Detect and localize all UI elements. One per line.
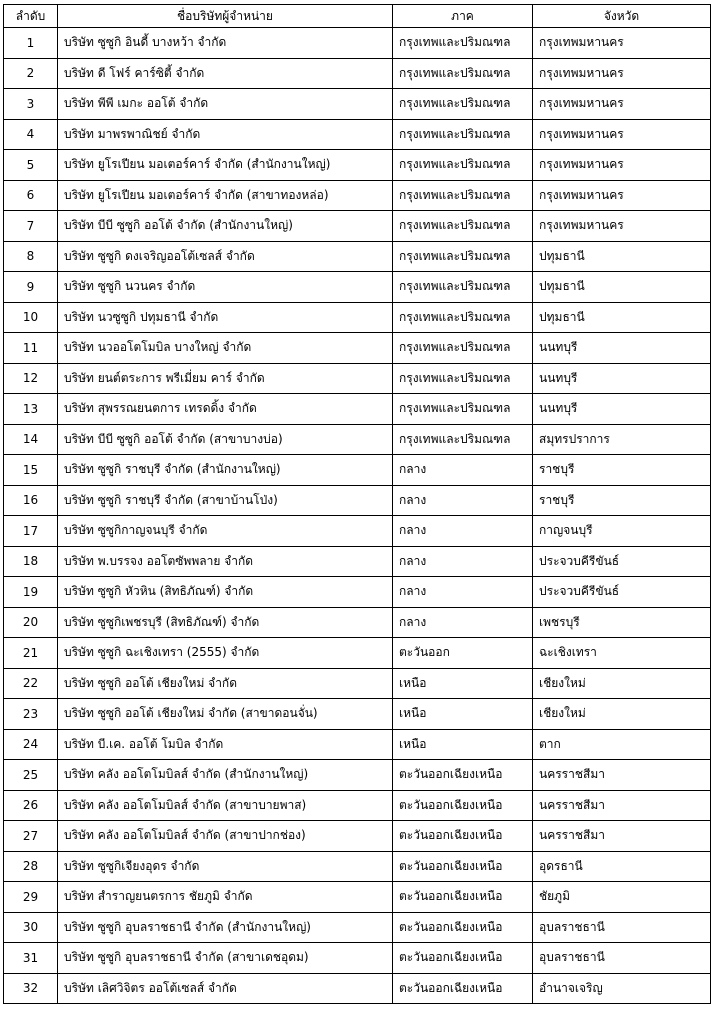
table-row — [4, 394, 711, 425]
cell-dealer-name: บริษัท สุพรรณยนตการ เทรดดิ้ง จำกัด — [58, 394, 393, 425]
cell-order: 22 — [4, 668, 58, 699]
cell-region: กลาง — [393, 516, 533, 547]
table-row — [4, 302, 711, 333]
dealer-table-container — [3, 4, 711, 1004]
cell-province: กรุงเทพมหานคร — [533, 180, 711, 211]
cell-order: 12 — [4, 363, 58, 394]
cell-province: นครราชสีมา — [533, 790, 711, 821]
cell-region: กลาง — [393, 546, 533, 577]
table-row — [4, 668, 711, 699]
cell-dealer-name: บริษัท ซูซูกิกาญจนบุรี จำกัด — [58, 516, 393, 547]
table-row — [4, 363, 711, 394]
cell-order: 17 — [4, 516, 58, 547]
cell-order: 3 — [4, 89, 58, 120]
cell-region: กรุงเทพและปริมณฑล — [393, 241, 533, 272]
cell-province: ปทุมธานี — [533, 272, 711, 303]
table-row — [4, 882, 711, 913]
cell-region: กลาง — [393, 455, 533, 486]
cell-order: 6 — [4, 180, 58, 211]
cell-province: ราชบุรี — [533, 455, 711, 486]
cell-dealer-name: บริษัท คลัง ออโตโมบิลส์ จำกัด (สาขาปากช่อง) — [58, 821, 393, 852]
cell-dealer-name: บริษัท พ.บรรจง ออโตซัพพลาย จำกัด — [58, 546, 393, 577]
cell-dealer-name: บริษัท ซูซูกิ ดงเจริญออโต้เซลส์ จำกัด — [58, 241, 393, 272]
table-row — [4, 516, 711, 547]
cell-region: กรุงเทพและปริมณฑล — [393, 58, 533, 89]
cell-order: 26 — [4, 790, 58, 821]
cell-province: เพชรบุรี — [533, 607, 711, 638]
cell-order: 20 — [4, 607, 58, 638]
cell-dealer-name: บริษัท ดี โฟร์ คาร์ซิตี้ จำกัด — [58, 58, 393, 89]
cell-region: กลาง — [393, 607, 533, 638]
table-body — [4, 28, 711, 1004]
table-row — [4, 851, 711, 882]
cell-dealer-name: บริษัท ยนต์ตระการ พรีเมี่ยม คาร์ จำกัด — [58, 363, 393, 394]
cell-province: ชัยภูมิ — [533, 882, 711, 913]
cell-dealer-name: บริษัท บี.เค. ออโต้ โมบิล จำกัด — [58, 729, 393, 760]
cell-order: 2 — [4, 58, 58, 89]
cell-dealer-name: บริษัท ยูโรเปียน มอเตอร์คาร์ จำกัด (สาขาทองหล่อ) — [58, 180, 393, 211]
cell-region: กรุงเทพและปริมณฑล — [393, 28, 533, 59]
cell-order: 13 — [4, 394, 58, 425]
table-row — [4, 943, 711, 974]
cell-province: ตาก — [533, 729, 711, 760]
cell-province: กรุงเทพมหานคร — [533, 58, 711, 89]
cell-region: ตะวันออกเฉียงเหนือ — [393, 821, 533, 852]
cell-order: 15 — [4, 455, 58, 486]
cell-region: กลาง — [393, 577, 533, 608]
table-row — [4, 760, 711, 791]
cell-order: 8 — [4, 241, 58, 272]
table-row — [4, 211, 711, 242]
cell-province: นนทบุรี — [533, 333, 711, 364]
cell-region: กรุงเทพและปริมณฑล — [393, 394, 533, 425]
cell-order: 27 — [4, 821, 58, 852]
cell-province: อุบลราชธานี — [533, 943, 711, 974]
cell-region: ตะวันออกเฉียงเหนือ — [393, 851, 533, 882]
cell-dealer-name: บริษัท สำราญยนตรการ ชัยภูมิ จำกัด — [58, 882, 393, 913]
cell-region: กรุงเทพและปริมณฑล — [393, 89, 533, 120]
cell-order: 1 — [4, 28, 58, 59]
cell-region: ตะวันออกเฉียงเหนือ — [393, 790, 533, 821]
table-row — [4, 241, 711, 272]
header-order: ลำดับ — [4, 5, 58, 28]
cell-province: นนทบุรี — [533, 363, 711, 394]
table-header — [4, 5, 711, 28]
cell-order: 5 — [4, 150, 58, 181]
cell-region: ตะวันออกเฉียงเหนือ — [393, 882, 533, 913]
cell-dealer-name: บริษัท นวซูซูกิ ปทุมธานี จำกัด — [58, 302, 393, 333]
cell-region: ตะวันออกเฉียงเหนือ — [393, 943, 533, 974]
cell-region: เหนือ — [393, 699, 533, 730]
cell-province: อุบลราชธานี — [533, 912, 711, 943]
cell-dealer-name: บริษัท ซูซูกิ ฉะเชิงเทรา (2555) จำกัด — [58, 638, 393, 669]
cell-dealer-name: บริษัท ซูซูกิ ราชบุรี จำกัด (สาขาบ้านโป่ง) — [58, 485, 393, 516]
table-row — [4, 821, 711, 852]
cell-order: 28 — [4, 851, 58, 882]
cell-dealer-name: บริษัท ยูโรเปียน มอเตอร์คาร์ จำกัด (สำนักงานใหญ่) — [58, 150, 393, 181]
cell-dealer-name: บริษัท ซูซูกิ อุบลราชธานี จำกัด (สำนักงานใหญ่) — [58, 912, 393, 943]
cell-region: กรุงเทพและปริมณฑล — [393, 119, 533, 150]
table-row — [4, 150, 711, 181]
cell-region: ตะวันออกเฉียงเหนือ — [393, 973, 533, 1004]
cell-province: อุดรธานี — [533, 851, 711, 882]
header-row — [4, 5, 711, 28]
cell-dealer-name: บริษัท บีบี ซูซูกิ ออโต้ จำกัด (สำนักงานใหญ่) — [58, 211, 393, 242]
cell-region: กรุงเทพและปริมณฑล — [393, 302, 533, 333]
cell-dealer-name: บริษัท คลัง ออโตโมบิลส์ จำกัด (สำนักงานใหญ่) — [58, 760, 393, 791]
cell-region: เหนือ — [393, 668, 533, 699]
cell-region: ตะวันออกเฉียงเหนือ — [393, 760, 533, 791]
cell-order: 14 — [4, 424, 58, 455]
cell-region: กลาง — [393, 485, 533, 516]
cell-dealer-name: บริษัท มาพรพาณิชย์ จำกัด — [58, 119, 393, 150]
header-region: ภาค — [393, 5, 533, 28]
cell-province: กรุงเทพมหานคร — [533, 150, 711, 181]
table-row — [4, 58, 711, 89]
table-row — [4, 485, 711, 516]
cell-region: กรุงเทพและปริมณฑล — [393, 363, 533, 394]
cell-region: กรุงเทพและปริมณฑล — [393, 333, 533, 364]
cell-dealer-name: บริษัท พีพี เมกะ ออโต้ จำกัด — [58, 89, 393, 120]
cell-order: 29 — [4, 882, 58, 913]
cell-order: 32 — [4, 973, 58, 1004]
cell-region: เหนือ — [393, 729, 533, 760]
cell-province: ประจวบคีรีขันธ์ — [533, 577, 711, 608]
cell-dealer-name: บริษัท ซูซูกิ หัวหิน (สิทธิภัณฑ์) จำกัด — [58, 577, 393, 608]
cell-province: ประจวบคีรีขันธ์ — [533, 546, 711, 577]
cell-province: นครราชสีมา — [533, 821, 711, 852]
cell-province: กรุงเทพมหานคร — [533, 211, 711, 242]
cell-dealer-name: บริษัท ซูซูกิ ราชบุรี จำกัด (สำนักงานใหญ่) — [58, 455, 393, 486]
table-row — [4, 424, 711, 455]
table-row — [4, 699, 711, 730]
cell-order: 23 — [4, 699, 58, 730]
cell-order: 11 — [4, 333, 58, 364]
cell-order: 7 — [4, 211, 58, 242]
cell-dealer-name: บริษัท เลิศวิจิตร ออโต้เซลส์ จำกัด — [58, 973, 393, 1004]
cell-region: ตะวันออกเฉียงเหนือ — [393, 912, 533, 943]
cell-order: 4 — [4, 119, 58, 150]
cell-order: 10 — [4, 302, 58, 333]
cell-region: กรุงเทพและปริมณฑล — [393, 211, 533, 242]
cell-province: ฉะเชิงเทรา — [533, 638, 711, 669]
cell-province: ปทุมธานี — [533, 241, 711, 272]
table-row — [4, 912, 711, 943]
cell-region: กรุงเทพและปริมณฑล — [393, 150, 533, 181]
cell-order: 21 — [4, 638, 58, 669]
table-row — [4, 546, 711, 577]
table-row — [4, 607, 711, 638]
cell-order: 30 — [4, 912, 58, 943]
cell-order: 18 — [4, 546, 58, 577]
header-province: จังหวัด — [533, 5, 711, 28]
cell-dealer-name: บริษัท ซูซูกิ ออโต้ เชียงใหม่ จำกัด (สาขาดอนจั่น) — [58, 699, 393, 730]
cell-dealer-name: บริษัท ซูซูกิ อินดี้ บางหว้า จำกัด — [58, 28, 393, 59]
cell-province: กรุงเทพมหานคร — [533, 119, 711, 150]
cell-dealer-name: บริษัท ซูซูกิ นวนคร จำกัด — [58, 272, 393, 303]
cell-province: ปทุมธานี — [533, 302, 711, 333]
cell-province: เชียงใหม่ — [533, 699, 711, 730]
cell-dealer-name: บริษัท ซูซูกิเจียงอุดร จำกัด — [58, 851, 393, 882]
table-row — [4, 28, 711, 59]
table-row — [4, 333, 711, 364]
cell-dealer-name: บริษัท ซูซูกิ อุบลราชธานี จำกัด (สาขาเดชอุดม) — [58, 943, 393, 974]
cell-order: 19 — [4, 577, 58, 608]
table-row — [4, 973, 711, 1004]
cell-region: กรุงเทพและปริมณฑล — [393, 272, 533, 303]
cell-dealer-name: บริษัท บีบี ซูซูกิ ออโต้ จำกัด (สาขาบางบ่อ) — [58, 424, 393, 455]
table-row — [4, 272, 711, 303]
cell-province: ราชบุรี — [533, 485, 711, 516]
cell-province: นครราชสีมา — [533, 760, 711, 791]
cell-province: อำนาจเจริญ — [533, 973, 711, 1004]
table-row — [4, 577, 711, 608]
cell-province: กาญจนบุรี — [533, 516, 711, 547]
cell-province: นนทบุรี — [533, 394, 711, 425]
table-row — [4, 729, 711, 760]
cell-order: 9 — [4, 272, 58, 303]
cell-province: เชียงใหม่ — [533, 668, 711, 699]
cell-order: 31 — [4, 943, 58, 974]
cell-province: กรุงเทพมหานคร — [533, 89, 711, 120]
cell-order: 24 — [4, 729, 58, 760]
cell-province: สมุทรปราการ — [533, 424, 711, 455]
cell-dealer-name: บริษัท ซูซูกิ ออโต้ เชียงใหม่ จำกัด — [58, 668, 393, 699]
header-dealer-name: ชื่อบริษัทผู้จำหน่าย — [58, 5, 393, 28]
cell-dealer-name: บริษัท นวออโตโมบิล บางใหญ่ จำกัด — [58, 333, 393, 364]
table-row — [4, 790, 711, 821]
cell-region: ตะวันออก — [393, 638, 533, 669]
cell-province: กรุงเทพมหานคร — [533, 28, 711, 59]
cell-dealer-name: บริษัท ซูซูกิเพชรบุรี (สิทธิภัณฑ์) จำกัด — [58, 607, 393, 638]
dealer-table — [3, 4, 711, 1004]
cell-order: 25 — [4, 760, 58, 791]
table-row — [4, 119, 711, 150]
table-row — [4, 638, 711, 669]
cell-dealer-name: บริษัท คลัง ออโตโมบิลส์ จำกัด (สาขาบายพาส) — [58, 790, 393, 821]
table-row — [4, 180, 711, 211]
cell-order: 16 — [4, 485, 58, 516]
table-row — [4, 455, 711, 486]
cell-region: กรุงเทพและปริมณฑล — [393, 424, 533, 455]
cell-region: กรุงเทพและปริมณฑล — [393, 180, 533, 211]
table-row — [4, 89, 711, 120]
